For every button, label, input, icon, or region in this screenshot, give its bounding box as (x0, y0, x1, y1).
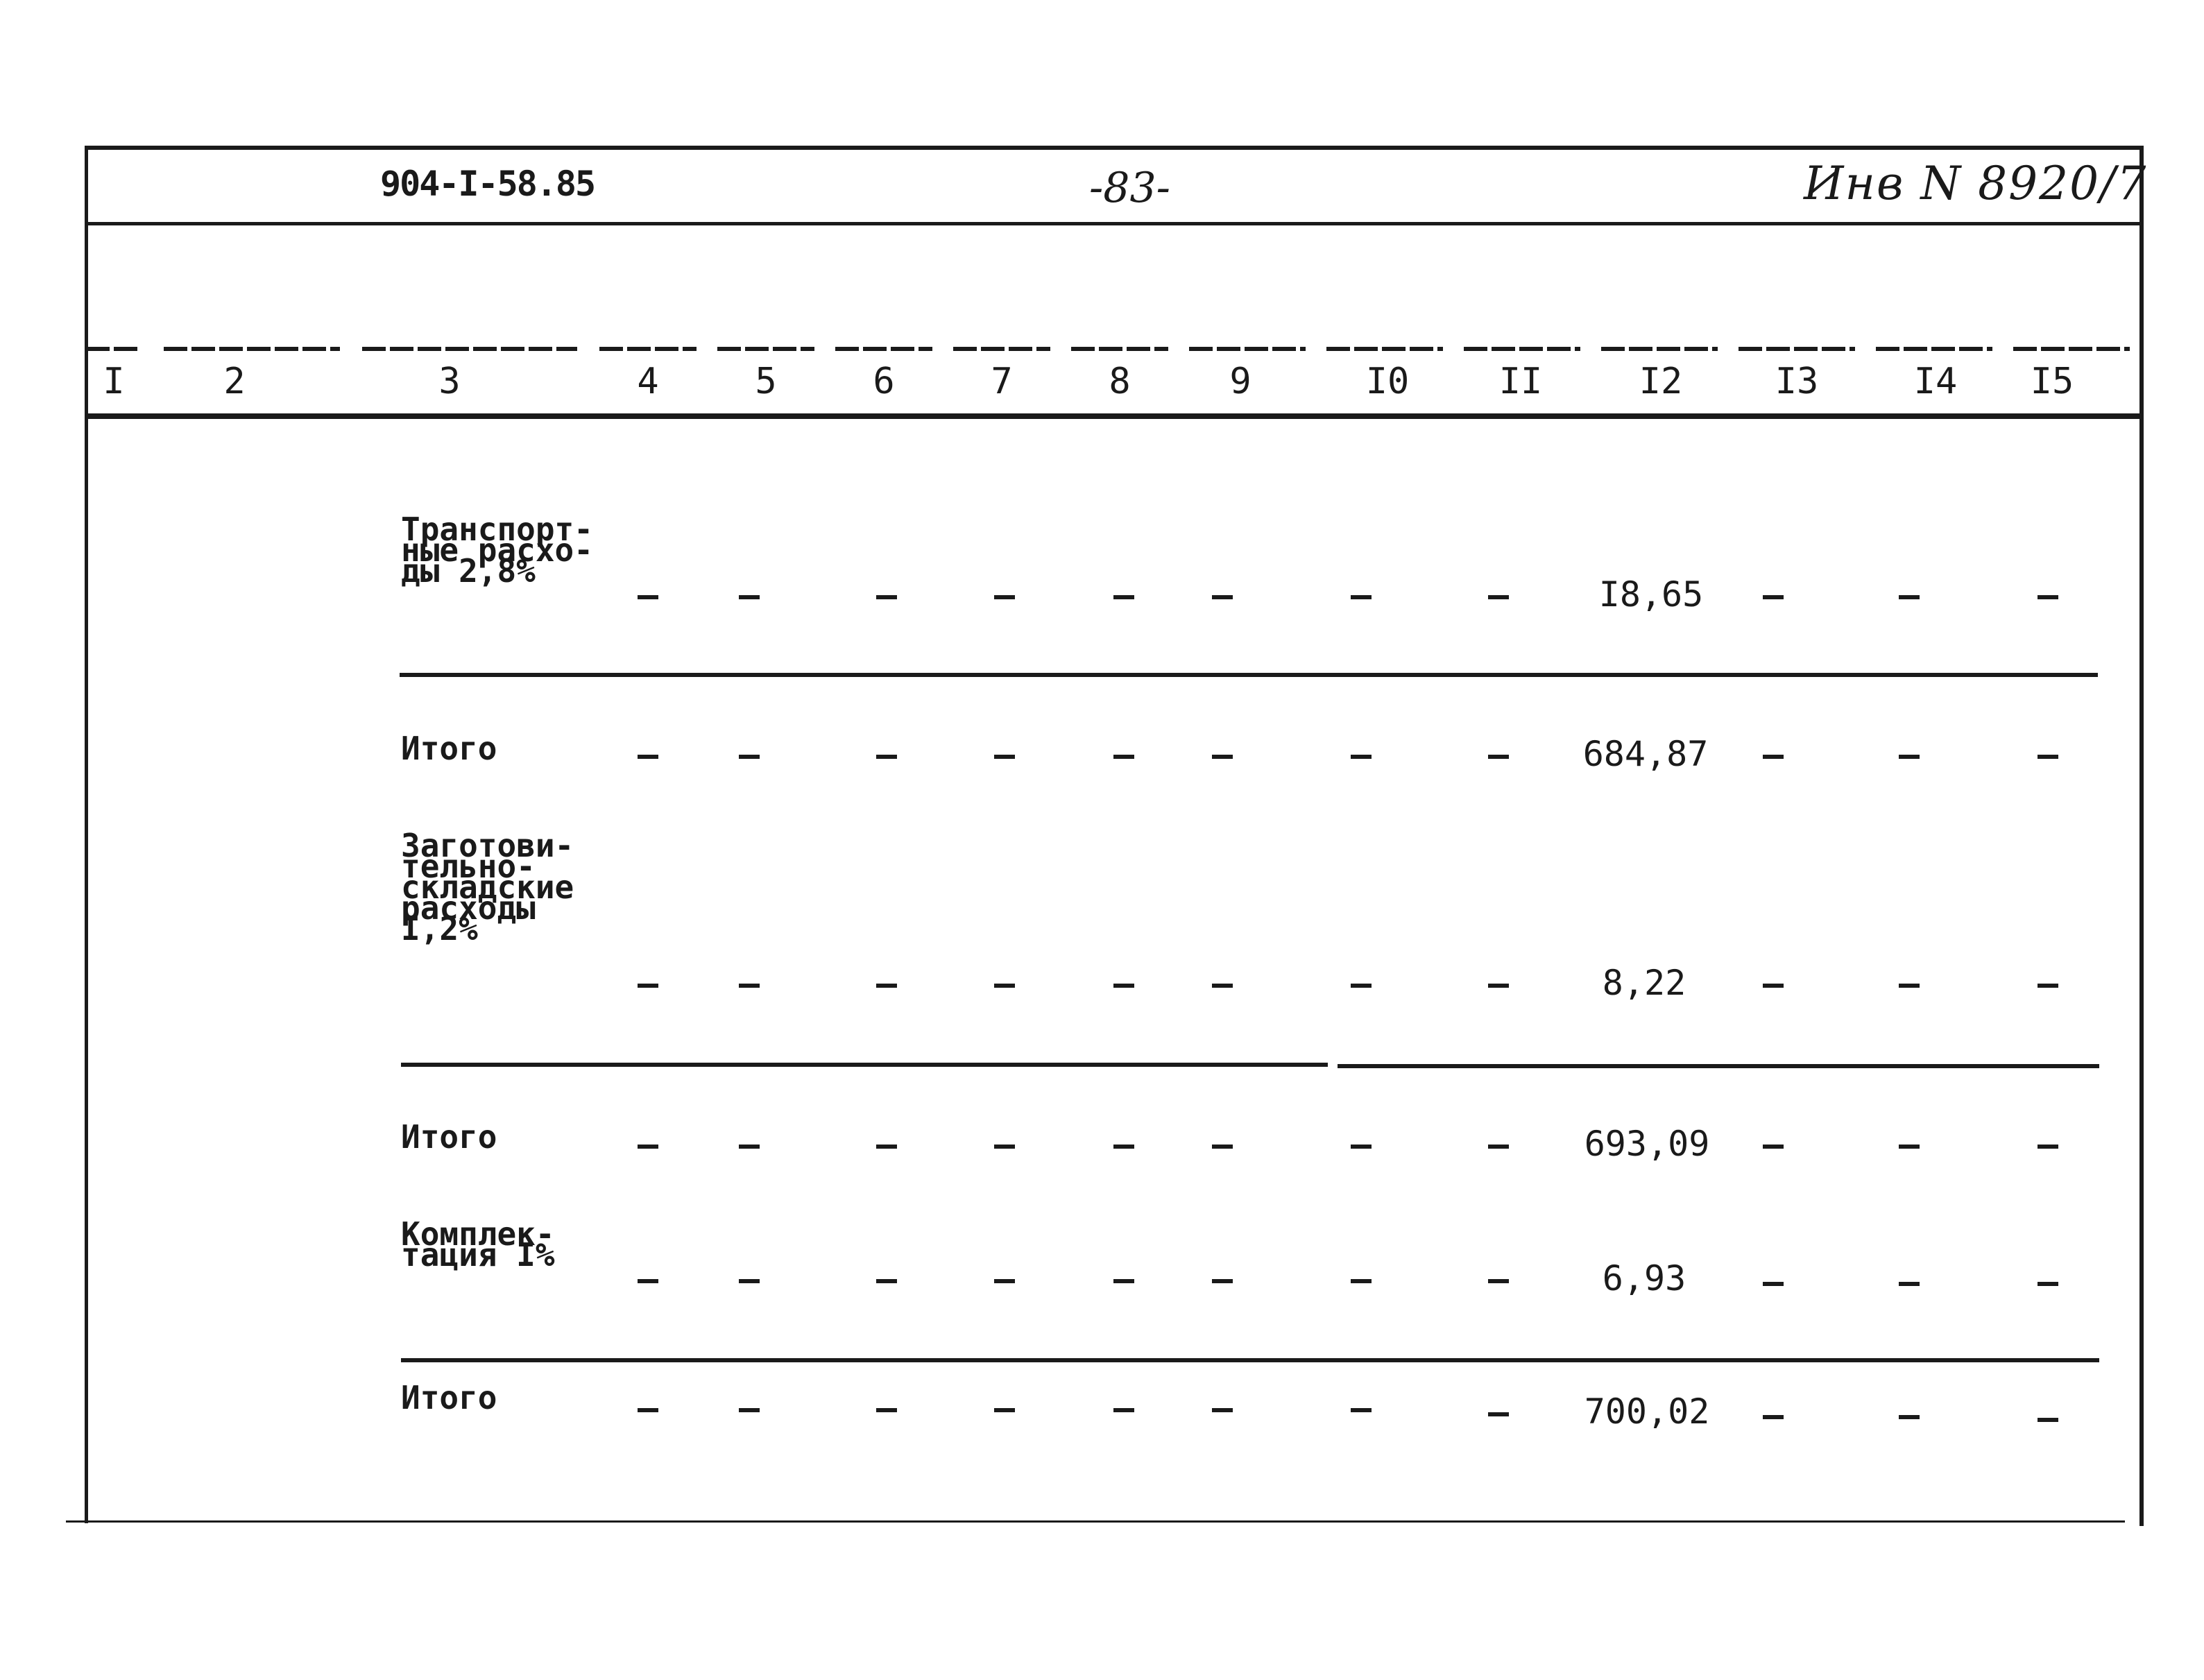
row-label: Итого (401, 1118, 497, 1156)
row-separator (401, 1358, 2099, 1362)
dash-mark (1763, 595, 1784, 599)
dash-mark (994, 595, 1015, 599)
dash-mark (1113, 755, 1134, 759)
dash-mark (1763, 1415, 1784, 1419)
dash-mark (994, 755, 1015, 759)
dash-mark (1351, 1145, 1372, 1149)
dash-mark (2038, 984, 2058, 988)
column-number: 4 (637, 361, 659, 402)
dash-mark (876, 984, 897, 988)
dash-mark (1113, 1408, 1134, 1412)
dash-mark (1899, 984, 1920, 988)
dash-mark (1488, 1145, 1509, 1149)
column-header-bottom-rule (85, 413, 2139, 419)
dash-mark (1763, 984, 1784, 988)
row-value: 700,02 (1584, 1391, 1710, 1432)
dash-mark (1212, 1279, 1233, 1283)
dash-mark (1212, 1408, 1233, 1412)
dash-mark (1763, 755, 1784, 759)
dash-mark (994, 1279, 1015, 1283)
row-value: 684,87 (1582, 734, 1709, 774)
dash-mark (1212, 984, 1233, 988)
column-number: 3 (438, 361, 461, 402)
dash-mark (876, 595, 897, 599)
column-number: I4 (1913, 361, 1958, 402)
dash-mark (1212, 595, 1233, 599)
column-header-rule (1464, 347, 1580, 351)
dash-mark (1212, 1145, 1233, 1149)
dash-mark (1488, 755, 1509, 759)
dash-mark (994, 1145, 1015, 1149)
dash-mark (739, 1145, 760, 1149)
dash-mark (994, 1408, 1015, 1412)
dash-mark (2038, 755, 2058, 759)
column-number: I5 (2030, 361, 2074, 402)
row-value: I8,65 (1598, 574, 1704, 615)
dash-mark (638, 755, 658, 759)
column-header-rule (1601, 347, 1718, 351)
dash-mark (638, 595, 658, 599)
row-separator (400, 673, 2098, 677)
frame-left-border (85, 146, 88, 1523)
row-value: 6,93 (1602, 1258, 1686, 1298)
dash-mark (739, 1408, 760, 1412)
column-number: 5 (755, 361, 777, 402)
column-header-rule (1071, 347, 1168, 351)
column-header-rule (1326, 347, 1443, 351)
row-label: Итого (401, 1379, 497, 1416)
dash-mark (739, 755, 760, 759)
column-header-rule (1739, 347, 1855, 351)
dash-mark (994, 984, 1015, 988)
dash-mark (2038, 595, 2058, 599)
dash-mark (2038, 1145, 2058, 1149)
page-number: -83- (1089, 164, 1170, 212)
column-number: 2 (223, 361, 246, 402)
dash-mark (1212, 755, 1233, 759)
row-label: Транспорт- ные расхо- ды 2,8% (401, 511, 593, 590)
dash-mark (876, 1408, 897, 1412)
dash-mark (2038, 1282, 2058, 1286)
dash-mark (1488, 595, 1509, 599)
dash-mark (739, 1279, 760, 1283)
dash-mark (739, 595, 760, 599)
row-separator (401, 1063, 1328, 1067)
dash-mark (1899, 1415, 1920, 1419)
dash-mark (1351, 984, 1372, 988)
column-number: 8 (1109, 361, 1131, 402)
dash-mark (1899, 755, 1920, 759)
column-header-rule (835, 347, 932, 351)
dash-mark (1763, 1145, 1784, 1149)
frame-right-border (2139, 146, 2144, 1526)
column-header-rule (164, 347, 340, 351)
row-label: Заготови- тельно- складские расходы I,2% (401, 827, 574, 948)
column-number: I0 (1365, 361, 1410, 402)
dash-mark (638, 1145, 658, 1149)
dash-mark (1488, 1412, 1509, 1416)
column-number: I (103, 361, 125, 402)
column-header-rule (717, 347, 814, 351)
dash-mark (1763, 1282, 1784, 1286)
dash-mark (1351, 595, 1372, 599)
dash-mark (2038, 1418, 2058, 1422)
dash-mark (1351, 755, 1372, 759)
column-header-rule (1876, 347, 1992, 351)
dash-mark (1113, 1145, 1134, 1149)
column-header-rule (362, 347, 577, 351)
row-value: 8,22 (1602, 963, 1686, 1003)
dash-mark (876, 755, 897, 759)
frame-top-border (85, 146, 2141, 150)
frame-bottom-border (66, 1520, 2125, 1523)
column-number: 7 (991, 361, 1013, 402)
column-number: I3 (1775, 361, 1819, 402)
dash-mark (1351, 1408, 1372, 1412)
column-header-rule (953, 347, 1050, 351)
column-number: 9 (1229, 361, 1252, 402)
row-label: Итого (401, 730, 497, 767)
row-value: 693,09 (1584, 1124, 1710, 1164)
inventory-number: Инв N 8920/7 (1804, 157, 2148, 210)
dash-mark (739, 984, 760, 988)
dash-mark (1899, 1282, 1920, 1286)
dash-mark (638, 1279, 658, 1283)
column-number: II (1498, 361, 1543, 402)
dash-mark (638, 1408, 658, 1412)
row-separator (1338, 1064, 2099, 1068)
document-code: 904-I-58.85 (380, 164, 595, 204)
dash-mark (638, 984, 658, 988)
column-number: I2 (1639, 361, 1683, 402)
row-label: Комплек- тация I% (401, 1215, 555, 1274)
column-number: 6 (873, 361, 895, 402)
header-divider (85, 222, 2141, 225)
dash-mark (876, 1279, 897, 1283)
dash-mark (1113, 595, 1134, 599)
dash-mark (1488, 984, 1509, 988)
dash-mark (1488, 1279, 1509, 1283)
dash-mark (1899, 595, 1920, 599)
dash-mark (1899, 1145, 1920, 1149)
column-header-rule (86, 347, 142, 351)
dash-mark (1351, 1279, 1372, 1283)
dash-mark (1113, 1279, 1134, 1283)
column-header-rule (1189, 347, 1306, 351)
dash-mark (876, 1145, 897, 1149)
column-header-rule (2013, 347, 2130, 351)
column-header-rule (599, 347, 697, 351)
dash-mark (1113, 984, 1134, 988)
